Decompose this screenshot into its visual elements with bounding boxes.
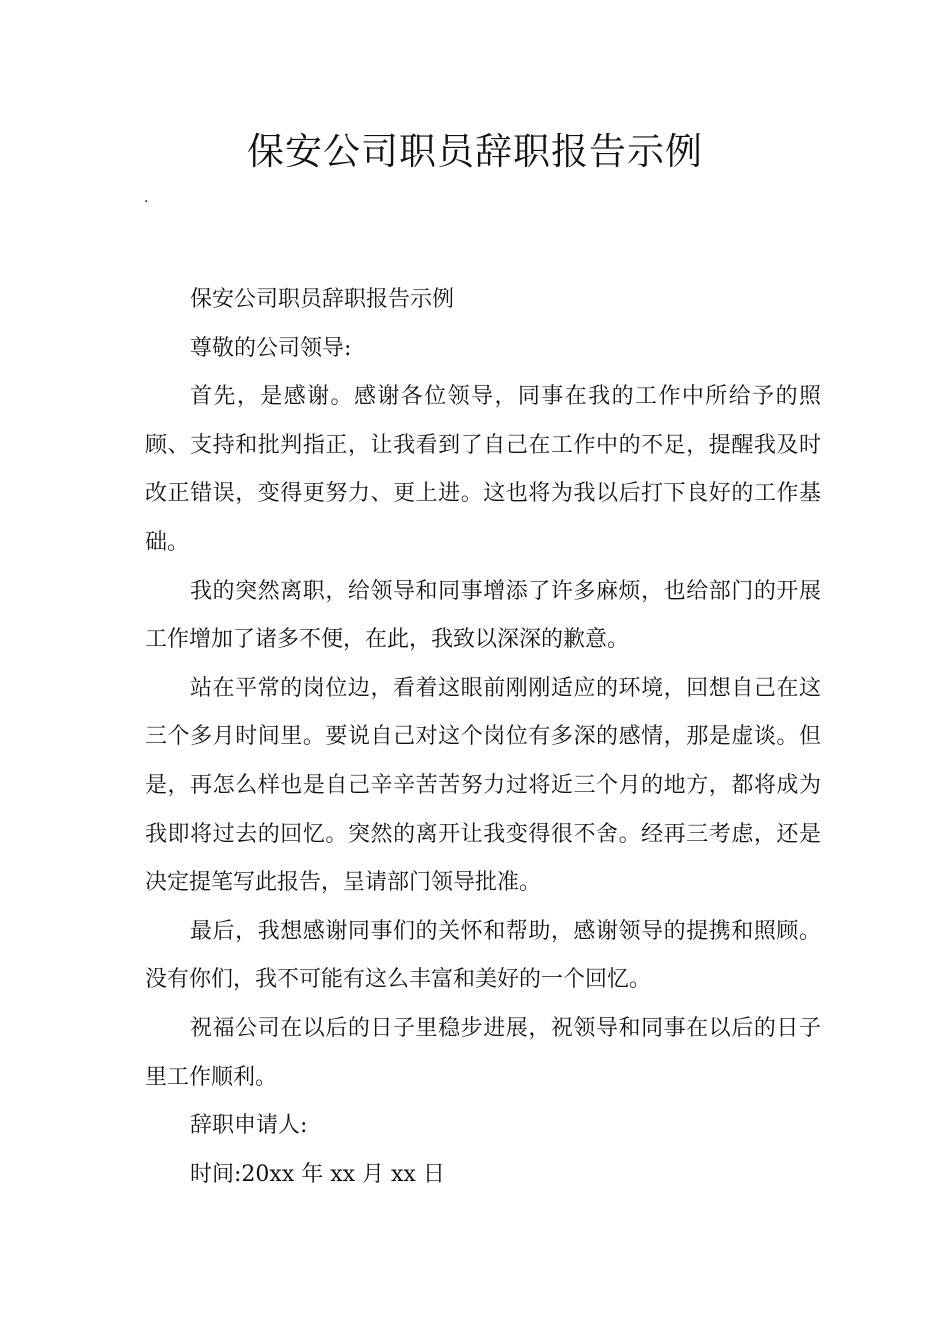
reflection-paragraph: 站在平常的岗位边，看着这眼前刚刚适应的环境，回想自己在这三个多月时间里。要说自己对这个岗位有多深的感情，那是虚谈。但是，再怎么样也是自己辛辛苦苦努力过将近三个月的地方，都将成为我即将过去的回忆。突然的离开让我变得很不舍。经再三考虑，还是决定提笔写此报告，呈请部门领导批准。 <box>145 675 821 896</box>
apology-paragraph: 我的突然离职，给领导和同事增添了许多麻烦，也给部门的开展工作增加了诸多不便，在此，我致以深深的歉意。 <box>145 578 821 653</box>
thanks-paragraph: 首先，是感谢。感谢各位领导，同事在我的工作中所给予的照顾、支持和批判指正，让我看到了自己在工作中的不足，提醒我及时改正错误，变得更努力、更上进。这也将为我以后打下良好的工作基础。 <box>145 384 821 555</box>
subtitle-paragraph: 保安公司职员辞职报告示例 <box>190 287 455 312</box>
gratitude-paragraph: 最后，我想感谢同事们的关怀和帮助，感谢领导的提携和照顾。没有你们，我不可能有这么丰富和美好的一个回忆。 <box>145 918 821 993</box>
salutation-paragraph: 尊敬的公司领导: <box>190 335 352 361</box>
document-title: 保安公司职员辞职报告示例 <box>247 130 703 173</box>
blessing-paragraph: 祝福公司在以后的日子里稳步进展，祝领导和同事在以后的日子里工作顺利。 <box>145 1015 821 1090</box>
document-body <box>145 276 821 1199</box>
applicant-line: 辞职申请人: <box>190 1113 308 1139</box>
page-marker: . <box>144 190 149 206</box>
date-line: 时间:20xx 年 xx 月 xx 日 <box>190 1161 445 1187</box>
